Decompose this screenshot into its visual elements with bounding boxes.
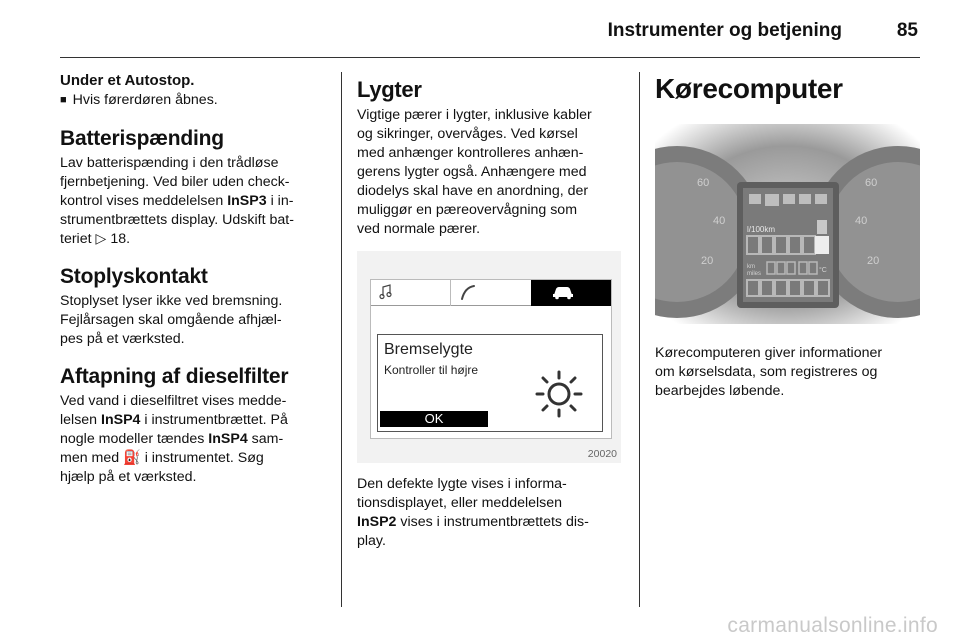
phone-icon (459, 284, 477, 302)
diesel-filter-paragraph (60, 392, 326, 487)
insp2-code: InSP2 (357, 514, 397, 530)
lamps-intro (357, 106, 623, 239)
brake-switch-paragraph (60, 292, 326, 349)
lamps-heading: Lygter (357, 77, 422, 102)
battery-line-4: strumentbrættets display. Udskift bat- (60, 212, 294, 228)
svg-text:20: 20 (701, 255, 714, 267)
warning-message-box (377, 334, 603, 432)
cluster-unit-l100km: l/100km (747, 225, 776, 234)
caption-line-1: Kørecomputeren giver informationer (655, 345, 883, 361)
battery-text-2: i in- (266, 193, 294, 209)
brake-lamp-display-figure (357, 251, 621, 463)
message-title: Bremselygte (384, 341, 473, 358)
lamps-line-1: Vigtige pærer i lygter, inklusive kabler (357, 107, 592, 123)
brake-switch-heading: Stoplyskontakt (60, 265, 208, 288)
insp3-code: InSP3 (227, 193, 267, 209)
battery-text: kontrol vises meddelelsen (60, 193, 228, 209)
diesel-line-2 (60, 411, 326, 430)
column-left (60, 72, 326, 487)
vehicle-tab (531, 280, 611, 306)
caption-line-3: bearbejdes løbende. (655, 383, 785, 399)
after-line-1: Den defekte lygte vises i informa- (357, 476, 567, 492)
after-line-2: tionsdisplayet, eller meddelelsen (357, 495, 563, 511)
message-subtitle: Kontroller til højre (384, 363, 479, 377)
lamps-line-4: gerens lygter også. Anhængere med (357, 164, 587, 180)
phone-tab (451, 280, 531, 306)
trip-computer-heading: Kørecomputer (655, 73, 843, 104)
autostop-bullet (60, 91, 326, 111)
cluster-unit-miles: miles (747, 271, 762, 277)
insp4-code-2: InSP4 (208, 431, 248, 447)
autostop-bullet-text: Hvis førerdøren åbnes. (72, 92, 218, 108)
lamps-line-2: og sikringer, overvåges. Ved kørsel (357, 126, 578, 142)
page-number: 85 (896, 20, 918, 41)
svg-text:40: 40 (855, 215, 868, 227)
running-title: Instrumenter og betjening (607, 20, 842, 41)
svg-text:40: 40 (713, 215, 726, 227)
svg-text:20: 20 (867, 255, 880, 267)
car-icon (551, 284, 575, 300)
lamps-line-3: med anhænger kontrolleres anhæn- (357, 145, 584, 161)
caption-line-2: om kørselsdata, som registreres og (655, 364, 878, 380)
figure-number: 20020 (587, 448, 617, 460)
ok-button: OK (380, 411, 488, 427)
after-line-3 (357, 513, 623, 532)
info-display (370, 279, 612, 439)
battery-heading: Batterispænding (60, 127, 224, 150)
lamps-line-6: muliggør en pæreovervågning som (357, 202, 578, 218)
battery-line-2: fjernbetjening. Ved biler uden check- (60, 174, 290, 190)
instrument-cluster-illustration (655, 124, 920, 324)
brake-line-3: pes på et værksted. (60, 331, 185, 347)
audio-tab (371, 280, 451, 306)
diesel-filter-heading: Aftapning af dieselfilter (60, 365, 289, 388)
column-middle (357, 72, 623, 551)
diesel-text-4: sam- (247, 431, 284, 447)
after-text: vises i instrumentbrættets dis- (396, 514, 589, 530)
battery-line-3 (60, 192, 326, 211)
column-divider-2 (639, 72, 640, 607)
cluster-unit-km: km (747, 264, 755, 270)
battery-paragraph (60, 154, 326, 249)
column-right (655, 72, 920, 401)
cluster-temp-unit: °C (819, 267, 827, 274)
after-line-4: play. (357, 533, 386, 549)
svg-text:60: 60 (697, 177, 710, 189)
music-note-icon (379, 284, 393, 300)
bulb-warning-icon (534, 369, 584, 419)
page-header (60, 18, 920, 58)
insp4-code: InSP4 (101, 412, 141, 428)
diesel-line-3 (60, 430, 326, 449)
svg-text:60: 60 (865, 177, 878, 189)
brake-line-2: Fejlårsagen skal omgående afhjæl- (60, 312, 282, 328)
watermark: carmanualsonline.info (727, 614, 938, 637)
lamps-after-figure (357, 475, 623, 551)
lamps-line-5: diodelys skal have en anordning, der (357, 183, 589, 199)
lamps-line-7: ved normale pærer. (357, 221, 481, 237)
instrument-cluster-figure (655, 124, 920, 324)
diesel-text-3: nogle modeller tændes (60, 431, 209, 447)
autostop-heading: Under et Autostop. (60, 72, 195, 89)
diesel-line-5: hjælp på et værksted. (60, 469, 197, 485)
column-divider-1 (341, 72, 342, 607)
battery-line-5: teriet ▷ 18. (60, 231, 131, 247)
diesel-line-4: men med ⛽ i instrumentet. Søg (60, 450, 264, 466)
battery-line-1: Lav batterispænding i den trådløse (60, 155, 279, 171)
diesel-text: lelsen (60, 412, 102, 428)
brake-line-1: Stoplyset lyser ikke ved bremsning. (60, 293, 283, 309)
diesel-line-1: Ved vand i dieselfiltret vises medde- (60, 393, 287, 409)
trip-computer-caption (655, 344, 920, 401)
display-tabs (371, 280, 611, 306)
diesel-text-2: i instrumentbrættet. På (140, 412, 288, 428)
